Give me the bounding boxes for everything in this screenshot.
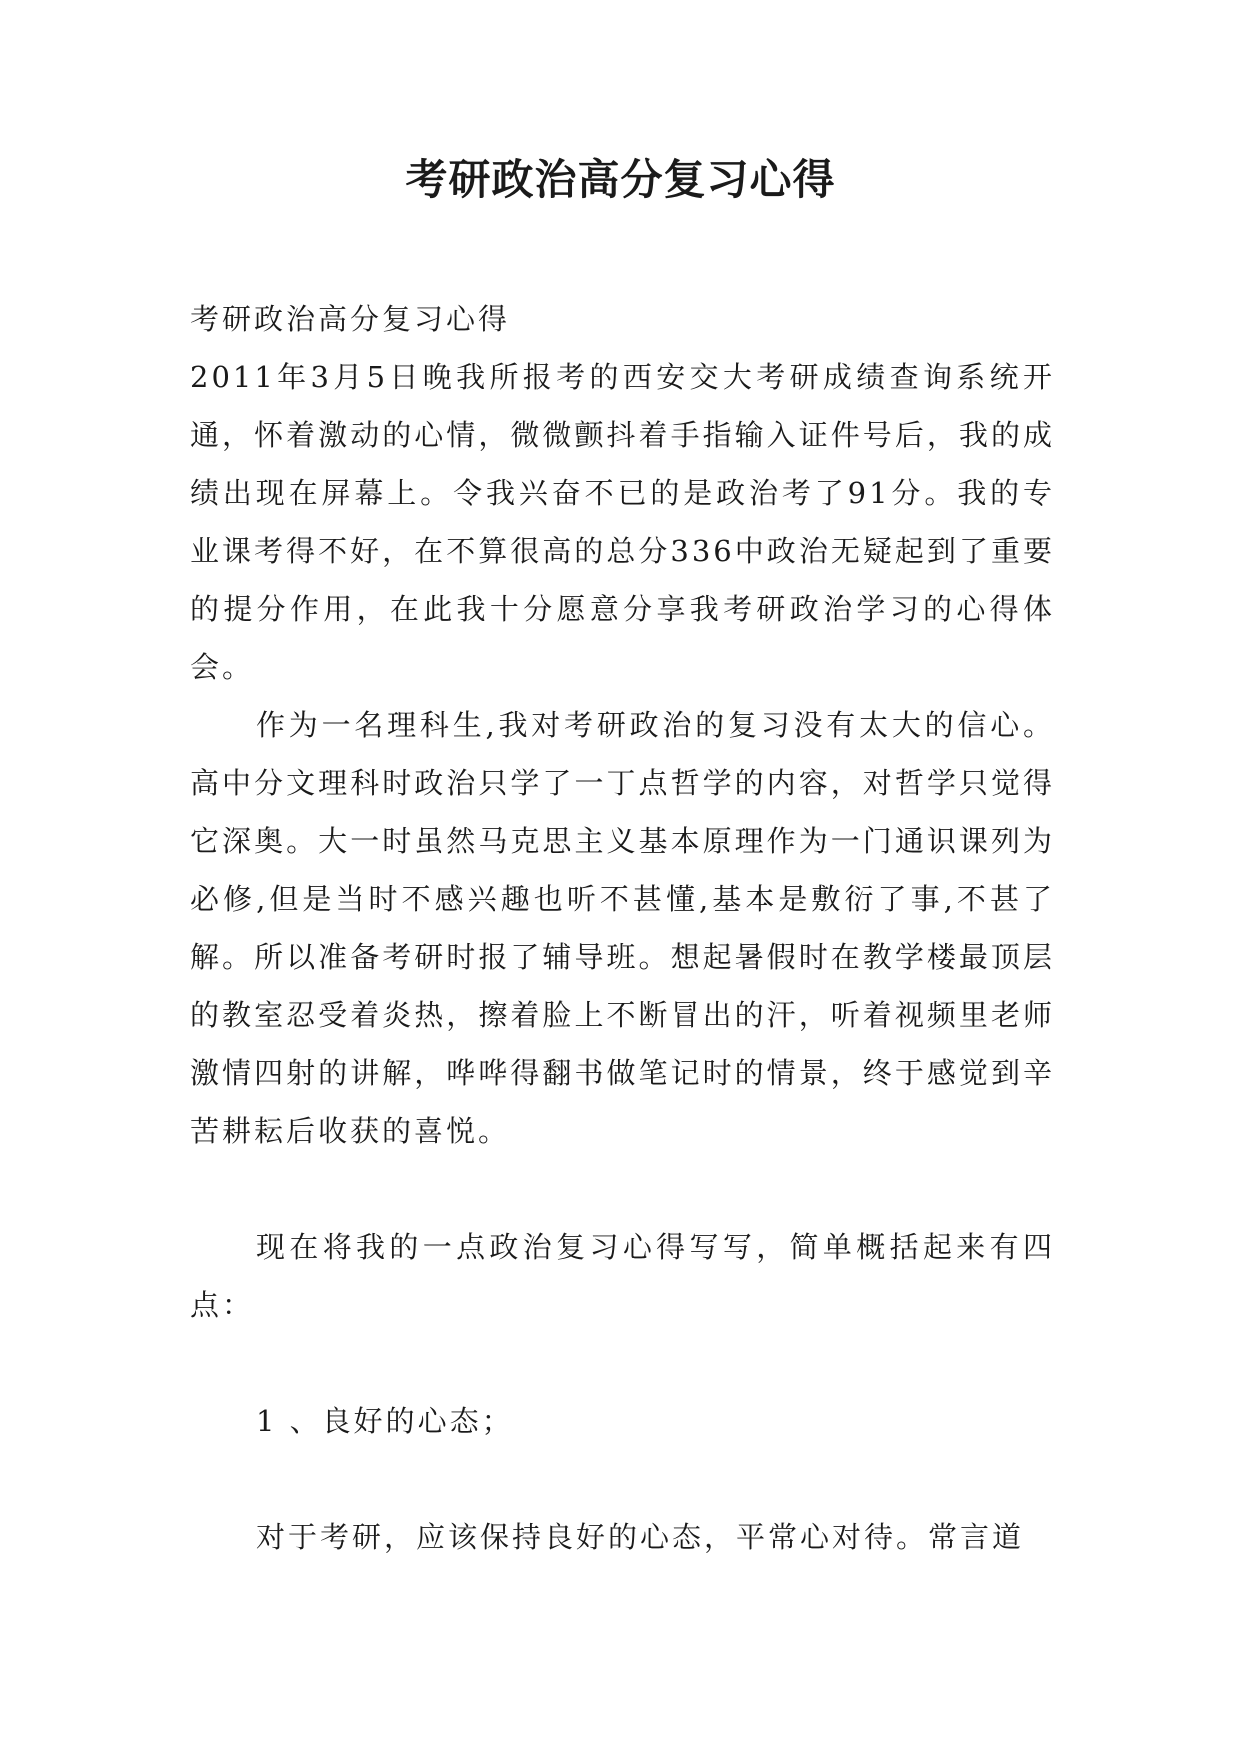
- document-body: [190, 290, 1055, 1566]
- point-body-paragraph: 对于考研，应该保持良好的心态，平常心对待。常言道: [256, 1520, 1025, 1554]
- summary-paragraph: 现在将我的一点政治复习心得写写，简单概括起来有四点：: [190, 1230, 1055, 1322]
- subtitle-paragraph: 考研政治高分复习心得: [190, 302, 511, 336]
- background-paragraph: 作为一名理科生,我对考研政治的复习没有太大的信心。高中分文理科时政治只学了一丁点哲学的内容，对哲学只觉得它深奥。大一时虽然马克思主义基本原理作为一门通识课列为必修,但是当时不感兴趣也听不甚懂,基本是敷衍了事,不甚了解。所以准备考研时报了辅导班。想起暑假时在教学楼最顶层的教室忍受着炎热，擦着脸上不断冒出的汗，听着视频里老师激情四射的讲解，哗哗得翻书做笔记时的情景，终于感觉到辛苦耕耘后收获的喜悦。: [190, 708, 1055, 1148]
- document-title: 考研政治高分复习心得: [405, 155, 836, 204]
- point-heading: 1 、良好的心态；: [256, 1404, 514, 1438]
- intro-paragraph: 2011年3月5日晚我所报考的西安交大考研成绩查询系统开通，怀着激动的心情，微微颤抖着手指输入证件号后，我的成绩出现在屏幕上。令我兴奋不已的是政治考了91分。我的专业课考得不好，在不算很高的总分336中政治无疑起到了重要的提分作用，在此我十分愿意分享我考研政治学习的心得体会。: [190, 360, 1055, 684]
